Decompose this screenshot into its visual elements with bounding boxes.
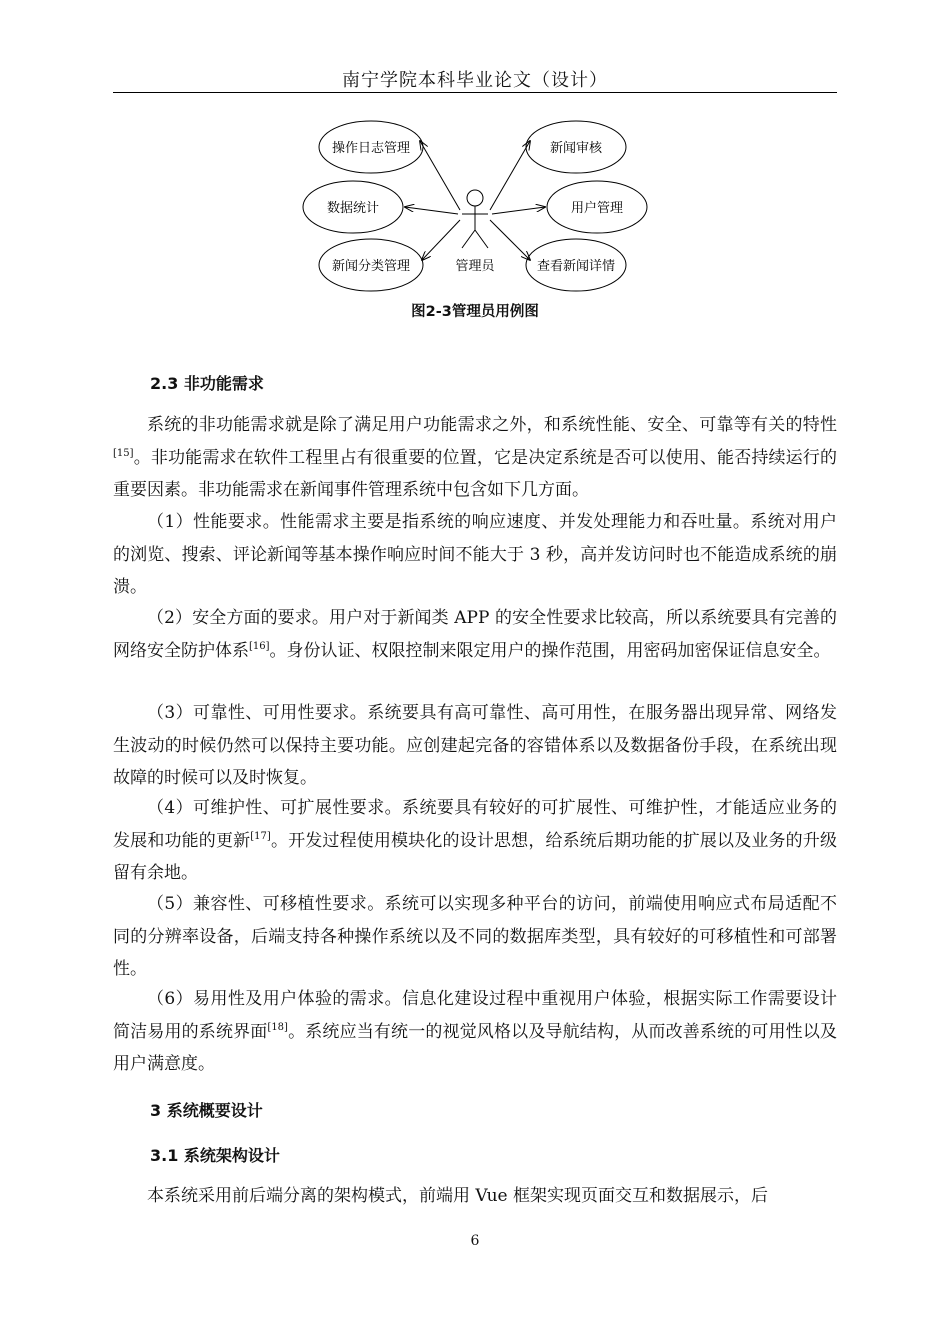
figure-caption: 图2-3管理员用例图: [411, 304, 539, 320]
citation-ref: [17]: [250, 830, 271, 842]
actor-label: 管理员: [455, 259, 495, 274]
use-case-label: 用户管理: [570, 201, 624, 216]
text-run: 系统的非功能需求就是除了满足用户功能需求之外，和系统性能、安全、可靠等有关的特性: [147, 415, 837, 435]
use-case-label: 新闻分类管理: [331, 259, 411, 274]
text-run: 。非功能需求在软件工程里占有很重要的位置，它是决定系统是否可以使用、能否持续运行的重要因素。非功能需求在新闻事件管理系统中包含如下几方面。: [113, 447, 837, 500]
use-case-diagram: [290, 112, 670, 302]
text-run: 。身份认证、权限控制来限定用户的操作范围，用密码加密保证信息安全。: [269, 640, 831, 661]
text-run: （4）可维护性、可扩展性要求。系统要具有较好的可扩展性、可维护性，才能适应业务的发展和功能的更新: [113, 798, 837, 851]
use-case-label: 新闻审核: [549, 141, 603, 156]
use-case-label: 数据统计: [326, 201, 380, 216]
text-run: （6）易用性及用户体验的需求。信息化建设过程中重视用户体验，根据实际工作需要设计简洁易用的系统界面: [113, 989, 837, 1042]
paragraph-item-3: （3）可靠性、可用性要求。系统要具有高可靠性、高可用性，在服务器出现异常、网络发生波动的时候仍然可以保持主要功能。应创建起完备的容错体系以及数据备份手段，在系统出现故障的时候可以及时恢复。: [113, 703, 837, 788]
use-case-label: 查看新闻详情: [536, 259, 616, 274]
actor-figure: [462, 190, 488, 248]
page-header: 南宁学院本科毕业论文（设计）: [342, 70, 608, 91]
page-number: 6: [470, 1233, 480, 1249]
paragraph-item-2: [113, 602, 837, 667]
section-heading-3: 3 系统概要设计: [150, 1101, 263, 1120]
text-run: 。系统应当有统一的视觉风格以及导航结构，从而改善系统的可用性以及用户满意度。: [113, 1021, 838, 1074]
paragraph-item-4: [113, 792, 837, 890]
citation-ref: [15]: [113, 447, 134, 459]
header-rule: [113, 92, 837, 93]
paragraph-intro: [113, 409, 837, 507]
section-heading-2-3: 2.3 非功能需求: [150, 374, 264, 393]
association-arrows: [405, 141, 545, 260]
section-heading-3-1: 3.1 系统架构设计: [150, 1146, 280, 1165]
text-run: 。开发过程使用模块化的设计思想，给系统后期功能的扩展以及业务的升级留有余地。: [113, 830, 838, 883]
paragraph-item-6: [113, 983, 837, 1081]
citation-ref: [18]: [267, 1021, 288, 1033]
use-case-label: 操作日志管理: [331, 141, 411, 156]
text-run: （2）安全方面的要求。用户对于新闻类 APP 的安全性要求比较高，所以系统要具有完善的网络安全防护体系: [113, 608, 837, 661]
paragraph-item-5: （5）兼容性、可移植性要求。系统可以实现多种平台的访问，前端使用响应式布局适配不同的分辨率设备，后端支持各种操作系统以及不同的数据库类型，具有较好的可移植性和可部署性。: [113, 894, 837, 979]
citation-ref: [16]: [249, 640, 270, 652]
paragraph-item-1: （1）性能要求。性能需求主要是指系统的响应速度、并发处理能力和吞吐量。系统对用户的浏览、搜索、评论新闻等基本操作响应时间不能大于 3 秒，高并发访问时也不能造成系统的崩溃。: [113, 512, 837, 597]
paragraph-architecture: 本系统采用前后端分离的架构模式，前端用 Vue 框架实现页面交互和数据展示，后: [147, 1186, 769, 1206]
